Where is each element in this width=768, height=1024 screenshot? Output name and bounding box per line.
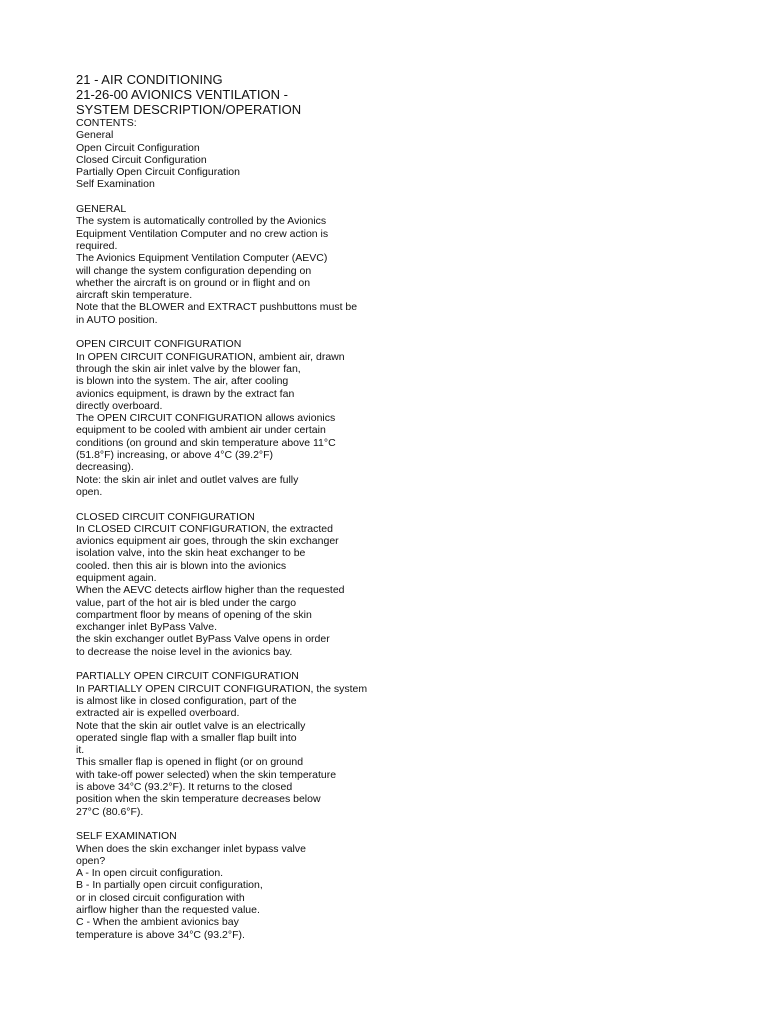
- paragraph-line: decreasing).: [76, 461, 134, 474]
- paragraph-line: Note: the skin air inlet and outlet valves are fully: [76, 473, 299, 486]
- paragraph-line: isolation valve, into the skin heat exchanger to be: [76, 547, 306, 560]
- paragraph-line: the skin exchanger outlet ByPass Valve opens in order: [76, 633, 330, 646]
- contents-heading: CONTENTS:: [76, 117, 137, 129]
- contents-item: Self Examination: [76, 178, 155, 191]
- paragraph-line: compartment floor by means of opening of the skin: [76, 608, 312, 621]
- paragraph-line: through the skin air inlet valve by the blower fan,: [76, 362, 301, 375]
- paragraph-line: B - In partially open circuit configuration,: [76, 879, 263, 892]
- title-line: 21-26-00 AVIONICS VENTILATION -: [76, 87, 288, 102]
- document-page: [76, 72, 696, 941]
- paragraph-line: 27°C (80.6°F).: [76, 805, 144, 818]
- paragraph-line: to decrease the noise level in the avionics bay.: [76, 645, 293, 658]
- section: [76, 670, 696, 818]
- section: [76, 830, 696, 941]
- section: [76, 338, 696, 498]
- document-title: [76, 72, 696, 117]
- paragraph-line: Note that the BLOWER and EXTRACT pushbuttons must be: [76, 301, 358, 314]
- paragraph-line: In PARTIALLY OPEN CIRCUIT CONFIGURATION, the system: [76, 682, 368, 695]
- title-line: SYSTEM DESCRIPTION/OPERATION: [76, 102, 302, 117]
- paragraph-line: temperature is above 34°C (93.2°F).: [76, 928, 245, 941]
- section: [76, 203, 696, 326]
- paragraph-line: (51.8°F) increasing, or above 4°C (39.2°F): [76, 449, 274, 462]
- paragraph-line: conditions (on ground and skin temperature above 11°C: [76, 436, 336, 449]
- paragraph-line: with take-off power selected) when the skin temperature: [76, 768, 337, 781]
- paragraph-line: When the AEVC detects airflow higher than the requested: [76, 584, 345, 597]
- paragraph-line: The OPEN CIRCUIT CONFIGURATION allows avionics: [76, 412, 336, 425]
- paragraph-line: equipment again.: [76, 571, 157, 584]
- contents-list: [76, 117, 696, 191]
- paragraph-line: equipment to be cooled with ambient air under certain: [76, 424, 326, 437]
- paragraph-line: In CLOSED CIRCUIT CONFIGURATION, the extracted: [76, 522, 333, 535]
- paragraph-line: required.: [76, 239, 118, 252]
- paragraph-line: is above 34°C (93.2°F). It returns to the closed: [76, 781, 293, 794]
- paragraph-line: aircraft skin temperature.: [76, 289, 193, 302]
- paragraph-line: avionics equipment, is drawn by the extract fan: [76, 387, 295, 400]
- paragraph-line: position when the skin temperature decreases below: [76, 793, 321, 806]
- paragraph-line: Note that the skin air outlet valve is an electrically: [76, 719, 306, 732]
- paragraph-line: airflow higher than the requested value.: [76, 904, 260, 916]
- paragraph-line: whether the aircraft is on ground or in flight and on: [76, 276, 311, 289]
- paragraph-line: extracted air is expelled overboard.: [76, 707, 240, 720]
- paragraph-line: The Avionics Equipment Ventilation Computer (AEVC): [76, 252, 328, 265]
- paragraph-line: it.: [76, 744, 85, 757]
- paragraph-line: This smaller flap is opened in flight (or on ground: [76, 756, 304, 769]
- section-heading: OPEN CIRCUIT CONFIGURATION: [76, 338, 242, 351]
- paragraph-line: directly overboard.: [76, 399, 163, 412]
- document-body: [76, 203, 696, 941]
- paragraph-line: A - In open circuit configuration.: [76, 867, 224, 880]
- title-line: 21 - AIR CONDITIONING: [76, 72, 223, 87]
- paragraph-line: In OPEN CIRCUIT CONFIGURATION, ambient air, drawn: [76, 350, 345, 363]
- section-heading: PARTIALLY OPEN CIRCUIT CONFIGURATION: [76, 670, 299, 683]
- paragraph-line: When does the skin exchanger inlet bypass valve: [76, 842, 306, 855]
- paragraph-line: open?: [76, 854, 106, 867]
- section-heading: SELF EXAMINATION: [76, 830, 177, 843]
- contents-item: Partially Open Circuit Configuration: [76, 166, 240, 179]
- section: [76, 511, 696, 659]
- section-heading: CLOSED CIRCUIT CONFIGURATION: [76, 510, 255, 523]
- paragraph-line: C - When the ambient avionics bay: [76, 916, 239, 929]
- section-heading: GENERAL: [76, 203, 127, 216]
- paragraph-line: exchanger inlet ByPass Valve.: [76, 621, 218, 634]
- contents-item: Open Circuit Configuration: [76, 141, 200, 154]
- paragraph-line: is almost like in closed configuration, part of the: [76, 694, 297, 707]
- contents-item: General: [76, 129, 114, 142]
- contents-item: Closed Circuit Configuration: [76, 153, 207, 166]
- paragraph-line: cooled. then this air is blown into the avionics: [76, 559, 287, 572]
- paragraph-line: operated single flap with a smaller flap built into: [76, 731, 297, 744]
- paragraph-line: open.: [76, 485, 103, 498]
- paragraph-line: or in closed circuit configuration with: [76, 891, 245, 904]
- paragraph-line: is blown into the system. The air, after cooling: [76, 375, 289, 388]
- paragraph-line: will change the system configuration depending on: [76, 264, 312, 277]
- paragraph-line: value, part of the hot air is bled under the cargo: [76, 596, 297, 609]
- paragraph-line: avionics equipment air goes, through the skin exchanger: [76, 535, 339, 548]
- paragraph-line: Equipment Ventilation Computer and no crew action is: [76, 227, 329, 240]
- paragraph-line: The system is automatically controlled by the Avionics: [76, 215, 327, 228]
- paragraph-line: in AUTO position.: [76, 313, 158, 326]
